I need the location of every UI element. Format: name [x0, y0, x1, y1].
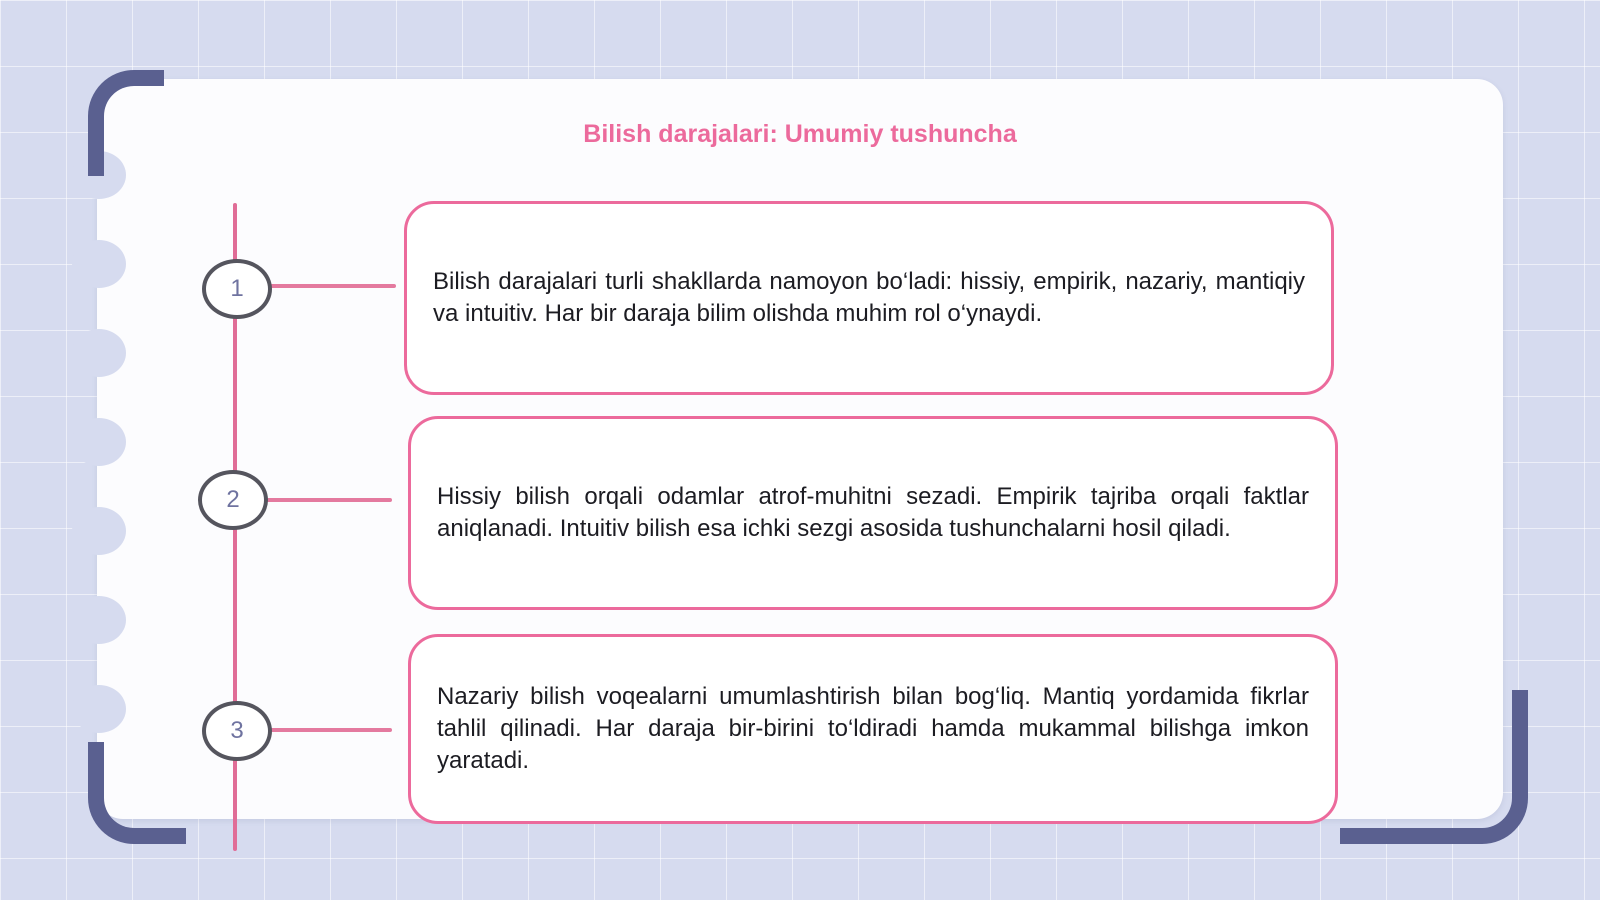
timeline-connector: [266, 728, 392, 732]
card-text: Nazariy bilish voqealarni umumlashtirish bilan bog‘liq. Mantiq yordamida fikrlar tahlil qilinadi. Har daraja bir-birini to‘ldiradi hamda mukammal bilishga imkon yaratadi.: [437, 683, 1309, 774]
binder-hole: [72, 240, 126, 288]
content-card: [404, 201, 1334, 395]
corner-bracket-top-left: [88, 70, 164, 176]
binder-hole: [72, 685, 126, 733]
card-text: Hissiy bilish orqali odamlar atrof-muhitni sezadi. Empirik tajriba orqali faktlar aniqlanadi. Intuitiv bilish esa ichki sezgi asosida tushunchalarni hosil qiladi.: [437, 483, 1309, 542]
step-number: 2: [226, 486, 240, 513]
timeline-connector: [266, 284, 396, 288]
step-number-circle: [202, 259, 272, 319]
binder-hole: [72, 596, 126, 644]
step-number: 1: [230, 275, 244, 302]
timeline-connector: [262, 498, 392, 502]
content-card: [408, 416, 1338, 610]
binder-hole: [72, 329, 126, 377]
corner-bracket-bottom-right: [1340, 690, 1528, 844]
binder-hole: [72, 507, 126, 555]
corner-bracket-bottom-left: [88, 742, 186, 844]
slide-title: Bilish darajalari: Umumiy tushuncha: [583, 120, 1017, 148]
binder-hole: [72, 418, 126, 466]
card-text: Bilish darajalari turli shakllarda namoyon bo‘ladi: hissiy, empirik, nazariy, mantiqiy va intuitiv. Har bir daraja bilim olishda muhim rol o‘ynaydi.: [433, 268, 1305, 327]
step-number-circle: [198, 470, 268, 530]
step-number-circle: [202, 701, 272, 761]
content-card: [408, 634, 1338, 824]
step-number: 3: [230, 717, 244, 744]
